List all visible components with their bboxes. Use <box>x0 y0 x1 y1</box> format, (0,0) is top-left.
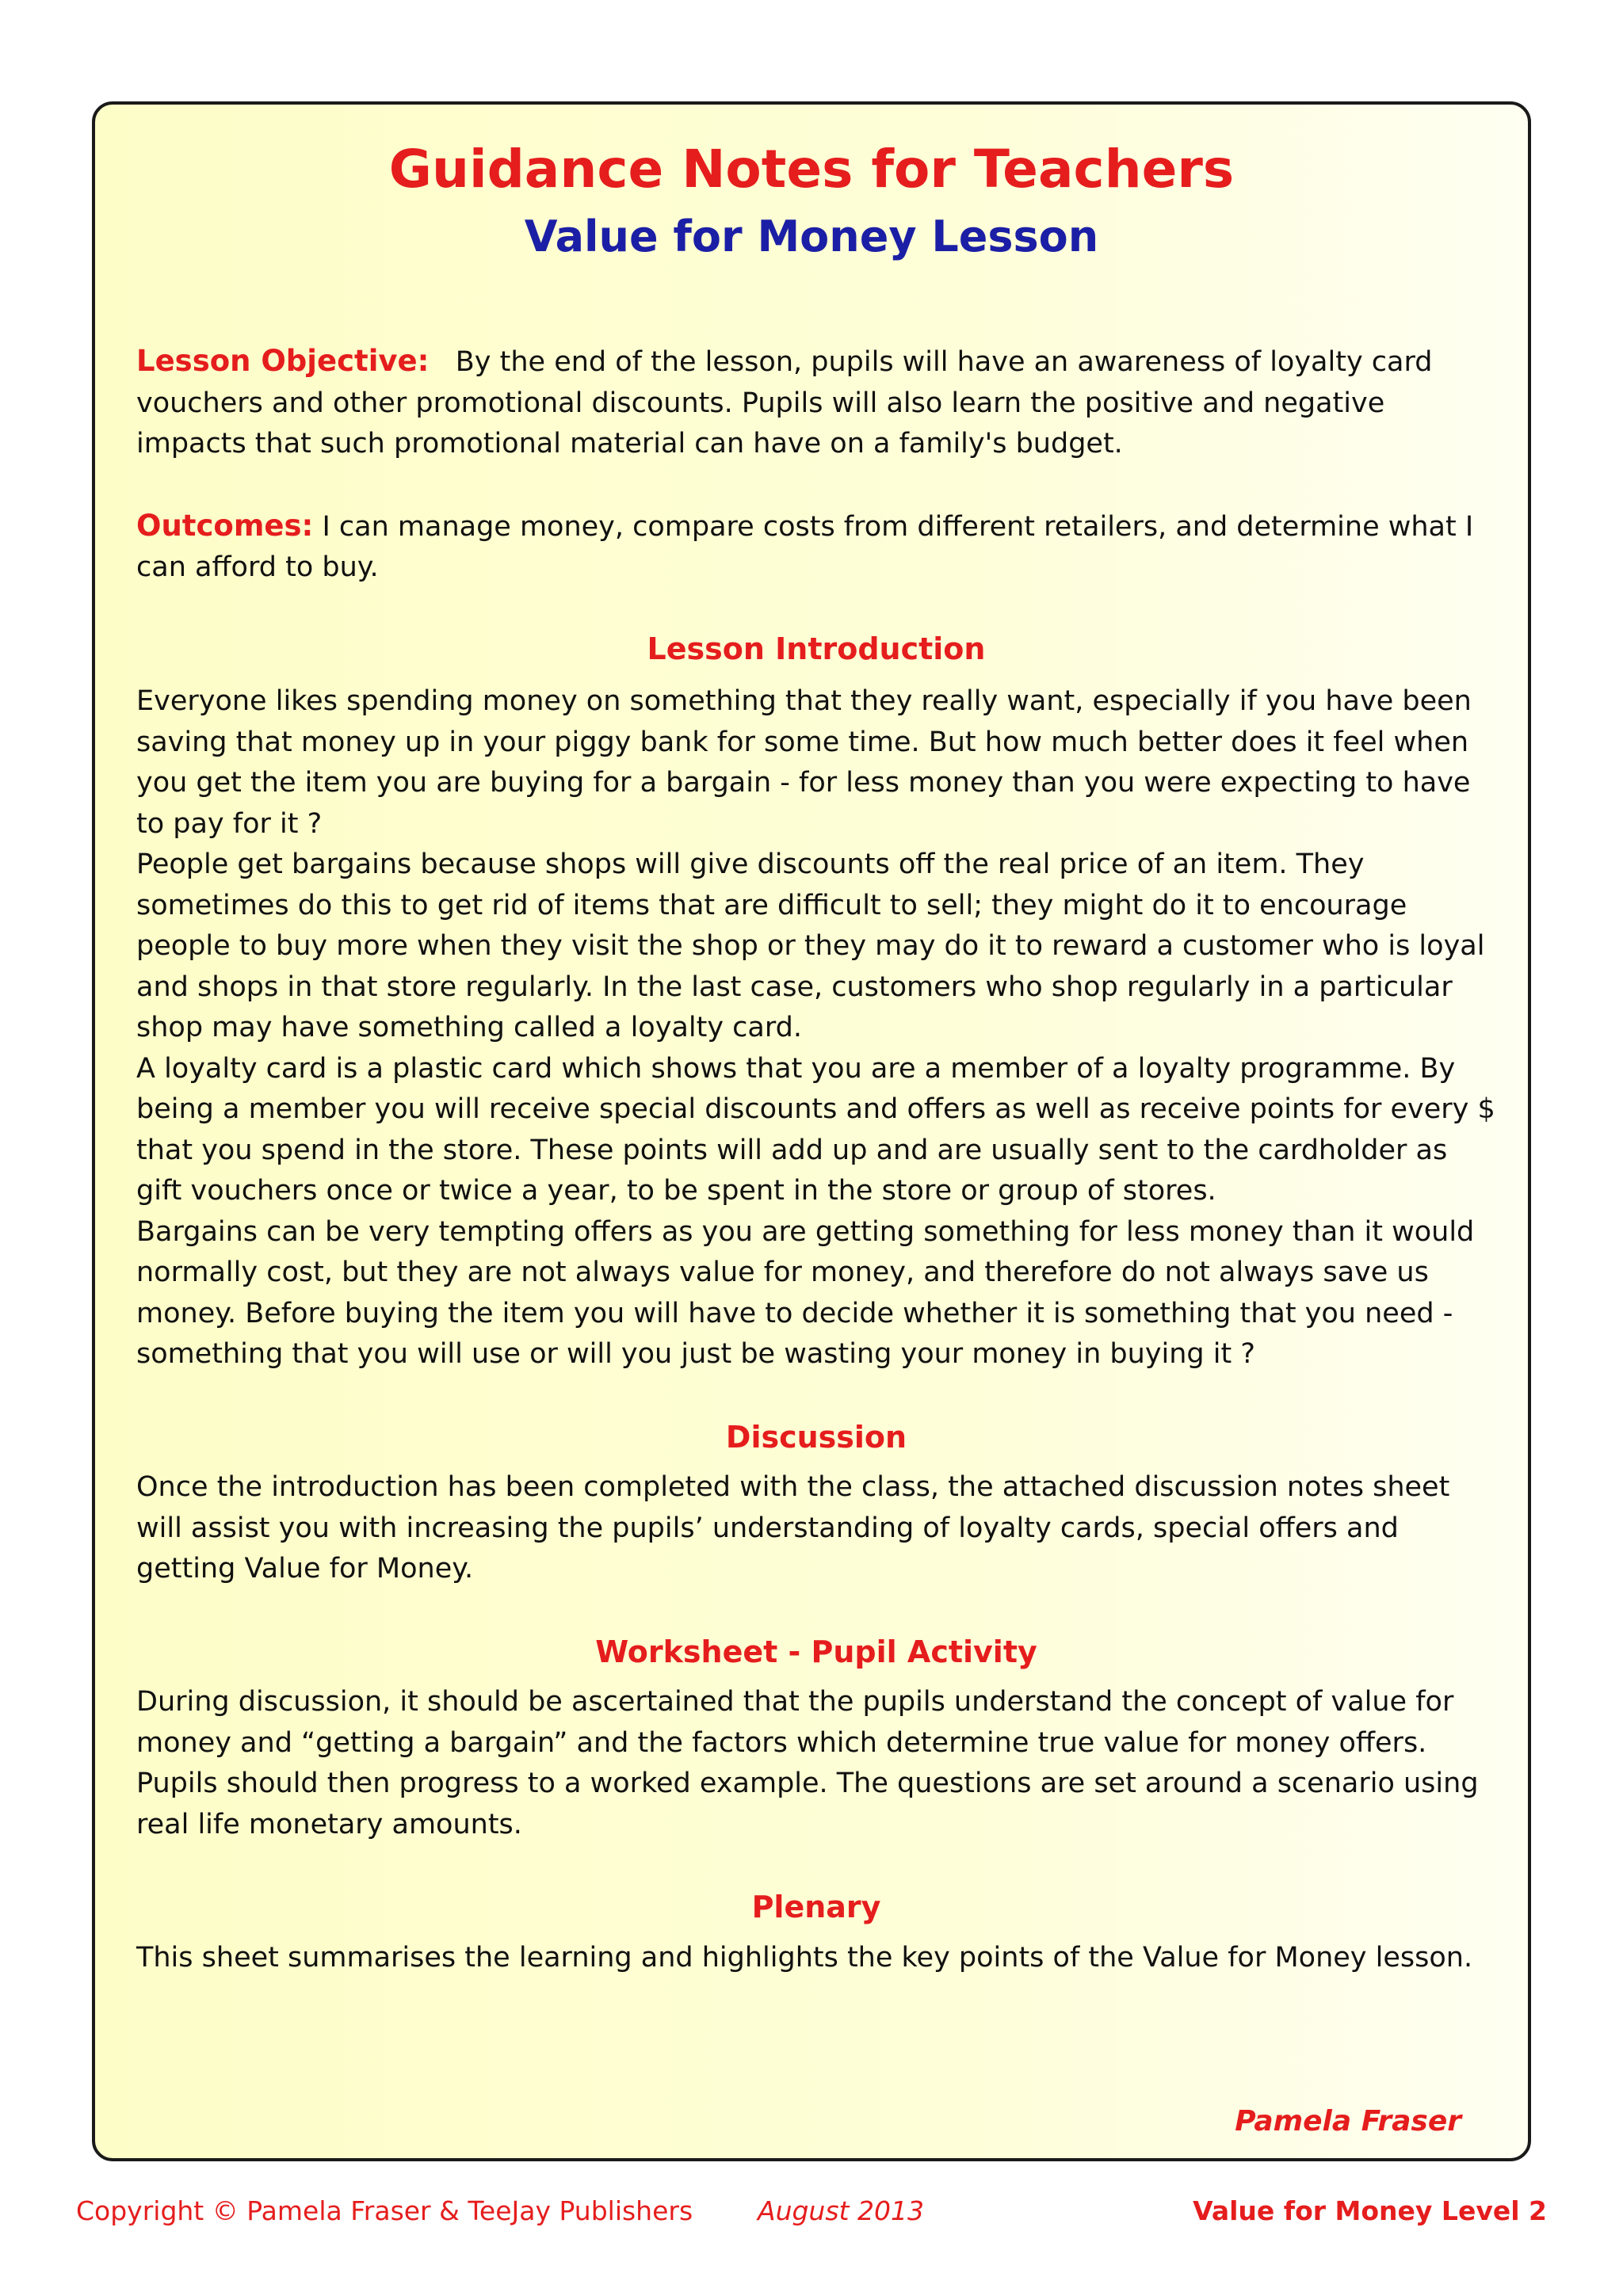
outcomes-text: I can manage money, compare costs from different retailers, and determine what I can afford to buy. <box>136 510 1474 583</box>
introduction-heading: Lesson Introduction <box>647 631 986 666</box>
discussion-heading: Discussion <box>725 1419 907 1455</box>
introduction-paragraph-1: Everyone likes spending money on something that they really want, especially if you have been saving that money up in your piggy bank for some time. But how much better does it feel when you get the item you are buying for a bargain - for less money than you were expecting to have to pay for it ? <box>136 685 1472 840</box>
footer-date: August 2013 <box>758 2195 924 2226</box>
introduction-paragraph-2: People get bargains because shops will give discounts off the real price of an item. They sometimes do this to get rid of items that are difficult to sell; they might do it to encourage people to buy more when they visit the shop or they may do it to reward a customer who is loyal and shops in that store regularly. In the last case, customers who shop regularly in a particular shop may have something called a loyalty card. <box>136 849 1485 1043</box>
worksheet-heading: Worksheet - Pupil Activity <box>595 1634 1037 1669</box>
footer-level: Value for Money Level 2 <box>1193 2195 1547 2226</box>
footer-copyright: Copyright © Pamela Fraser & TeeJay Publishers <box>76 2195 693 2226</box>
objective-label: Lesson Objective: <box>136 344 430 378</box>
discussion-paragraph: Once the introduction has been completed with the class, the attached discussion notes sheet will assist you with increasing the pupils’ understanding of loyalty cards, special offers and getting Value for Money. <box>136 1471 1450 1585</box>
plenary-paragraph: This sheet summarises the learning and highlights the key points of the Value for Money lesson. <box>136 1941 1473 1974</box>
worksheet-paragraph: During discussion, it should be ascertained that the pupils understand the concept of value for money and “getting a bargain” and the factors which determine true value for money offers. Pupils should then progress to a worked example. The questions are set around a scenario using real life monetary amounts. <box>136 1686 1479 1840</box>
page-subtitle: Value for Money Lesson <box>524 212 1099 261</box>
outcomes-label: Outcomes: <box>136 508 314 543</box>
outcomes-paragraph <box>136 505 1496 589</box>
notes-content <box>136 341 1496 1978</box>
author-signature: Pamela Fraser <box>1235 2105 1461 2138</box>
objective-text: By the end of the lesson, pupils will have an awareness of loyalty card vouchers and other promotional discounts. Pupils will also learn the positive and negative impacts that such promotional material can have on a family's budget. <box>136 346 1433 460</box>
introduction-paragraph-4: Bargains can be very tempting offers as you are getting something for less money than it would normally cost, but they are not always value for money, and therefore do not always save us money. Before buying the item you will have to decide whether it is something that you need - something that you will use or will you just be wasting your money in buying it ? <box>136 1215 1475 1370</box>
page-title: Guidance Notes for Teachers <box>388 139 1235 200</box>
objective-paragraph <box>136 341 1496 465</box>
introduction-paragraph-3: A loyalty card is a plastic card which shows that you are a member of a loyalty programme. By being a member you will receive special discounts and offers as well as receive points for every $ that you spend in the store. These points will add up and are usually sent to the cardholder as gift vouchers once or twice a year, to be spent in the store or group of stores. <box>136 1052 1495 1207</box>
plenary-heading: Plenary <box>751 1890 881 1924</box>
